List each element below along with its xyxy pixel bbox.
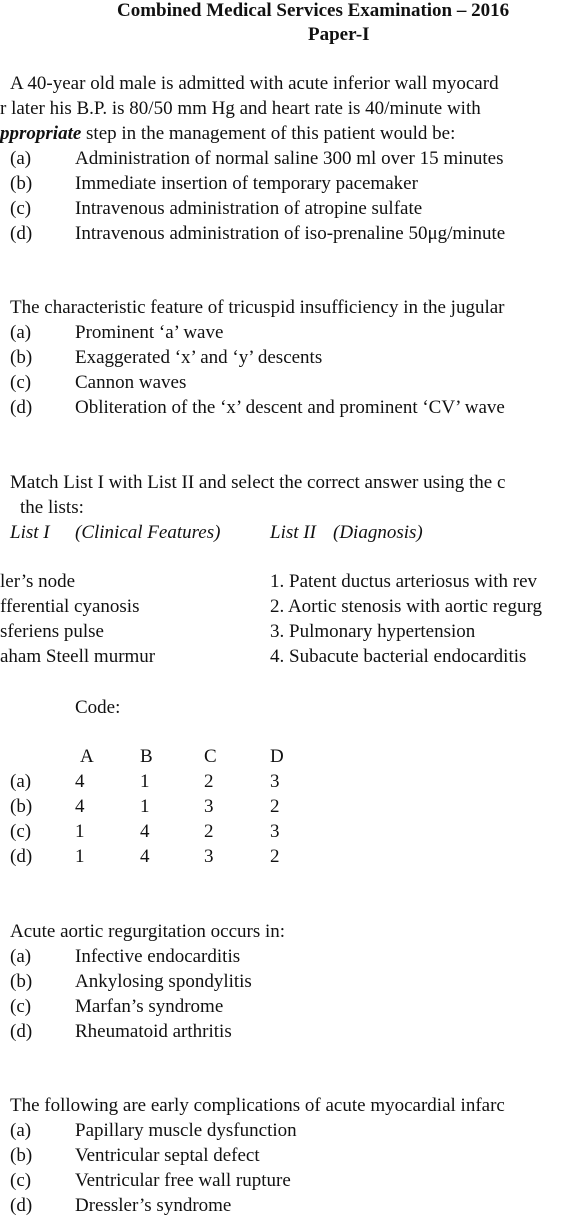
code-header-c: C xyxy=(204,746,217,767)
code-cell: 3 xyxy=(204,796,214,817)
code-header-d: D xyxy=(270,746,284,767)
code-cell: 4 xyxy=(75,771,85,792)
code-label: Code: xyxy=(75,697,121,718)
q1-emphasis: ppropriate xyxy=(0,123,82,144)
list1-item: ler’s node xyxy=(0,571,76,592)
code-row-label: (b) xyxy=(10,796,33,817)
q4-option-c-label: (c) xyxy=(10,996,32,1017)
q2-option-c-text: Cannon waves xyxy=(75,372,187,393)
code-cell: 1 xyxy=(75,846,85,867)
code-header-a: A xyxy=(80,746,94,767)
q4-option-d-text: Rheumatoid arthritis xyxy=(75,1021,232,1042)
q5-option-c-text: Ventricular free wall rupture xyxy=(75,1170,291,1191)
code-cell: 3 xyxy=(204,846,214,867)
q5-option-b-text: Ventricular septal defect xyxy=(75,1145,260,1166)
list2-item: 1. Patent ductus arteriosus with rev xyxy=(270,571,538,592)
q2-option-c-label: (c) xyxy=(10,372,32,393)
code-cell: 3 xyxy=(270,771,280,792)
q4-stem: Acute aortic regurgitation occurs in: xyxy=(10,921,286,942)
list1-item: sferiens pulse xyxy=(0,621,104,642)
code-header-b: B xyxy=(140,746,153,767)
exam-title: Combined Medical Services Examination – 2016 xyxy=(117,0,510,21)
list2-item: 2. Aortic stenosis with aortic regurg xyxy=(270,596,542,617)
q3-stem-line2: the lists: xyxy=(20,497,84,518)
q1-option-d-text: Intravenous administration of iso-prenaline 50μg/minute xyxy=(75,223,506,244)
q2-option-b-label: (b) xyxy=(10,347,33,368)
q1-option-b-label: (b) xyxy=(10,173,33,194)
list2-subheader: (Diagnosis) xyxy=(333,522,423,543)
code-cell: 1 xyxy=(140,796,150,817)
q4-option-d-label: (d) xyxy=(10,1021,33,1042)
q5-option-c-label: (c) xyxy=(10,1170,32,1191)
code-cell: 3 xyxy=(270,821,280,842)
q5-option-a-label: (a) xyxy=(10,1120,32,1141)
code-row-label: (a) xyxy=(10,771,32,792)
code-cell: 2 xyxy=(270,846,280,867)
q3-stem-line1: Match List I with List II and select the correct answer using the c xyxy=(10,472,506,493)
q1-option-c-label: (c) xyxy=(10,198,32,219)
paper-title: Paper-I xyxy=(308,24,370,45)
q1-option-b-text: Immediate insertion of temporary pacemaker xyxy=(75,173,418,194)
q4-option-b-text: Ankylosing spondylitis xyxy=(75,971,252,992)
code-cell: 4 xyxy=(140,846,150,867)
code-cell: 4 xyxy=(75,796,85,817)
q2-option-a-text: Prominent ‘a’ wave xyxy=(75,322,224,343)
list2-item: 4. Subacute bacterial endocarditis xyxy=(270,646,527,667)
q1-option-a-text: Administration of normal saline 300 ml over 15 minutes xyxy=(75,148,504,169)
q5-option-d-label: (d) xyxy=(10,1195,33,1216)
q2-option-b-text: Exaggerated ‘x’ and ‘y’ descents xyxy=(75,347,323,368)
q2-stem: The characteristic feature of tricuspid insufficiency in the jugular xyxy=(10,297,505,318)
q4-option-c-text: Marfan’s syndrome xyxy=(75,996,224,1017)
q2-option-d-label: (d) xyxy=(10,397,33,418)
list2-header: List II xyxy=(270,522,316,543)
code-cell: 2 xyxy=(204,821,214,842)
q4-option-a-label: (a) xyxy=(10,946,32,967)
q1-option-a-label: (a) xyxy=(10,148,32,169)
q4-option-a-text: Infective endocarditis xyxy=(75,946,241,967)
q1-option-c-text: Intravenous administration of atropine sulfate xyxy=(75,198,423,219)
code-row-label: (c) xyxy=(10,821,32,842)
q1-stem-line1: A 40-year old male is admitted with acute inferior wall myocard xyxy=(10,73,499,94)
q5-stem: The following are early complications of acute myocardial infarc xyxy=(10,1095,505,1116)
code-cell: 1 xyxy=(140,771,150,792)
q2-option-a-label: (a) xyxy=(10,322,32,343)
code-cell: 1 xyxy=(75,821,85,842)
list2-item: 3. Pulmonary hypertension xyxy=(270,621,476,642)
q5-option-a-text: Papillary muscle dysfunction xyxy=(75,1120,297,1141)
list1-item: fferential cyanosis xyxy=(0,596,140,617)
q1-option-d-label: (d) xyxy=(10,223,33,244)
list1-subheader: (Clinical Features) xyxy=(75,522,221,543)
q4-option-b-label: (b) xyxy=(10,971,33,992)
code-cell: 4 xyxy=(140,821,150,842)
q1-stem-line2: r later his B.P. is 80/50 mm Hg and heart rate is 40/minute with xyxy=(0,98,481,119)
q1-stem-line3-rest: step in the management of this patient would be: xyxy=(81,123,456,144)
q2-option-d-text: Obliteration of the ‘x’ descent and prominent ‘CV’ wave xyxy=(75,397,505,418)
q5-option-d-text: Dressler’s syndrome xyxy=(75,1195,232,1216)
code-row-label: (d) xyxy=(10,846,33,867)
q5-option-b-label: (b) xyxy=(10,1145,33,1166)
code-cell: 2 xyxy=(204,771,214,792)
list1-item: aham Steell murmur xyxy=(0,646,156,667)
list1-header: List I xyxy=(10,522,50,543)
code-cell: 2 xyxy=(270,796,280,817)
q1-stem-line3 xyxy=(0,123,455,145)
